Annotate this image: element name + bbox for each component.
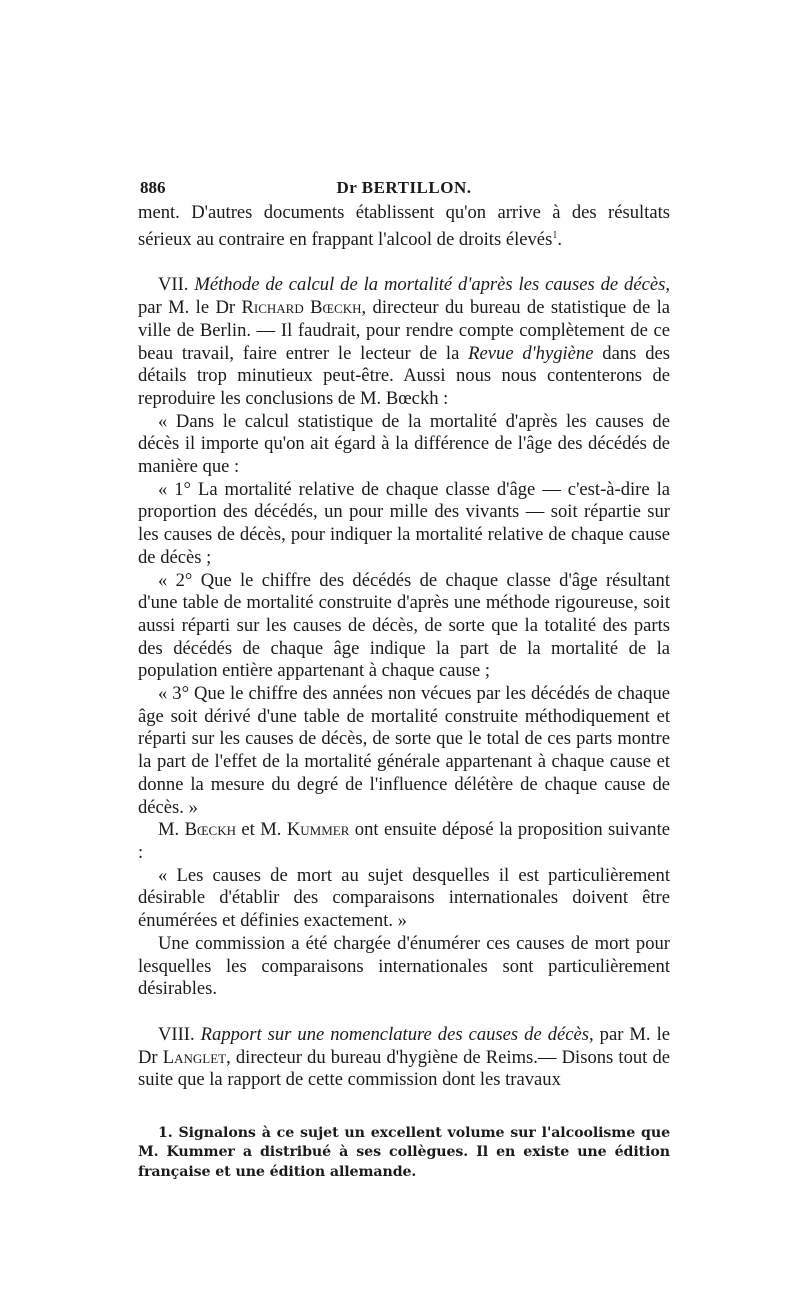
section-number: VII. — [158, 274, 189, 296]
paragraph-text: ment. D'autres documents établissent qu'on arrive à des résultats sérieux au contraire en frappant l'alcool de droits élevés — [138, 202, 670, 250]
person-name: Langlet, — [162, 1046, 231, 1068]
person-name: Bœckh — [184, 819, 237, 841]
quote-paragraph: « 2° Que le chiffre des décédés de chaque classe d'âge résultant d'une table de mortalité construite d'après une méthode rigoureuse, soit aussi réparti sur les causes de décès, de sorte que la totalité des parts des décédés de chaque âge indique la part de la mortalité de la population entière appartenant à chaque cause ; — [138, 569, 670, 682]
person-name: Richard Bœckh, — [241, 297, 367, 319]
section-title: Méthode de calcul de la mortalité d'après les causes de décès, — [194, 274, 670, 296]
footnote-reference: 1 — [552, 229, 558, 241]
paragraph-text: M. — [158, 819, 185, 841]
section-text: dans des détails trop minutieux peut-être. Aussi nous nous contenterons de reproduire les conclusions de M. Bœckh : — [138, 342, 670, 409]
commission-paragraph: Une commission a été chargée d'énumérer ces causes de mort pour lesquelles les comparaisons internationales sont particulièrement désirables. — [138, 932, 670, 1000]
paragraph-end: . — [557, 228, 562, 250]
section-vii — [138, 274, 670, 410]
paragraph-text: ont ensuite déposé la proposition suivante : — [138, 819, 670, 863]
page-number: 886 — [140, 178, 166, 197]
running-title: Dr BERTILLON. — [336, 178, 472, 197]
quote-paragraph: « 1° La mortalité relative de chaque classe d'âge — c'est-à-dire la proportion des décédés, un pour mille des vivants — soit répartie sur les causes de décès, pour indiquer la mortalité relative de chaque cause de décès ; — [138, 478, 670, 568]
section-text: directeur du bureau d'hygiène de Reims.— Disons tout de suite que la rapport de cette commission dont les travaux — [138, 1046, 670, 1091]
proposal-paragraph — [138, 819, 670, 864]
section-viii — [138, 1024, 670, 1092]
quote-paragraph: « Dans le calcul statistique de la mortalité d'après les causes de décès il importe qu'on ait égard à la différence de l'âge des décédés de manière que : — [138, 410, 670, 478]
quote-paragraph: « Les causes de mort au sujet desquelles il est particulièrement désirable d'établir des comparaisons internationales doivent être énumérées et définies exactement. » — [138, 864, 670, 932]
section-number: VIII. — [158, 1023, 195, 1045]
section-text: par M. le Dr — [138, 1023, 671, 1068]
paragraph-continuation — [138, 202, 670, 251]
section-title: Rapport sur une nomenclature des causes de décès, — [200, 1023, 594, 1045]
footnote — [138, 1124, 670, 1182]
footnote-text: 1. Signalons à ce sujet un excellent volume sur l'alcoolisme que M. Kummer a distribué à ses collègues. Il en existe une édition française et une édition allemande. — [138, 1125, 670, 1180]
person-name: Kummer — [286, 819, 350, 841]
running-head — [138, 172, 670, 202]
journal-title: Revue d'hygiène — [468, 342, 594, 364]
quote-paragraph: « 3° Que le chiffre des années non vécues par les décédés de chaque âge soit dérivé d'une table de mortalité construite méthodiquement et réparti sur les causes de décès, de sorte que le total de ces parts montre la part de l'effet de la mortalité générale appartenant à chaque cause et donne la mesure du degré de l'influence délétère de chaque cause de décès. » — [138, 683, 670, 818]
book-page — [138, 172, 670, 1182]
paragraph-text: et M. — [236, 819, 287, 841]
section-text: directeur du bureau de statistique de la ville de Berlin. — Il faudrait, pour rendre compte complètement de ce beau travail, faire entrer le lecteur de la — [138, 297, 670, 364]
section-text: par M. le Dr — [138, 297, 242, 319]
